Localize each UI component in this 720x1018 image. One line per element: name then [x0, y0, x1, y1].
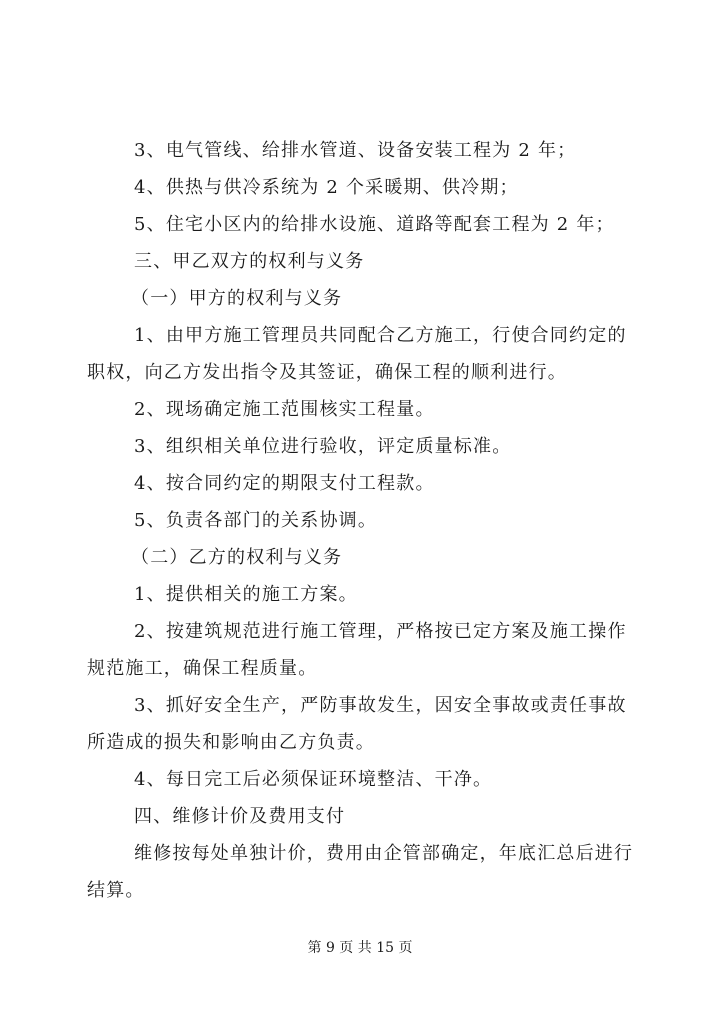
party-b-item-3-line-2: 所造成的损失和影响由乙方负责。: [87, 732, 375, 753]
party-b-item-4: 4、每日完工后必须保证环境整洁、干净。: [134, 769, 493, 790]
document-body: [87, 132, 635, 909]
party-a-item-5: 5、负责各部门的关系协调。: [134, 510, 378, 531]
clause-3-electrical-pipes: 3、电气管线、给排水管道、设备安装工程为 2 年；: [134, 140, 577, 161]
section-heading-rights-obligations: 三、甲乙双方的权利与义务: [134, 251, 365, 272]
party-b-item-1: 1、提供相关的施工方案。: [134, 584, 358, 605]
subsection-heading-party-a: （一）甲方的权利与义务: [131, 288, 343, 309]
clause-4-heating-cooling: 4、供热与供冷系统为 2 个采暖期、供冷期；: [134, 177, 519, 198]
billing-paragraph-line-2: 结算。: [87, 880, 145, 901]
section-heading-maintenance-billing: 四、维修计价及费用支付: [134, 806, 346, 827]
party-b-item-2-line-1: 2、按建筑规范进行施工管理，严格按已定方案及施工操作: [134, 621, 627, 642]
billing-paragraph-line-1: 维修按每处单独计价，费用由企管部确定，年底汇总后进行: [134, 843, 634, 864]
party-a-item-3: 3、组织相关单位进行验收，评定质量标准。: [134, 436, 512, 457]
page-number-footer: 第 9 页 共 15 页: [307, 940, 413, 956]
party-b-item-2-line-2: 规范施工，确保工程质量。: [87, 658, 318, 679]
subsection-heading-party-b: （二）乙方的权利与义务: [131, 547, 343, 568]
party-a-item-2: 2、现场确定施工范围核实工程量。: [134, 399, 435, 420]
party-b-item-3-line-1: 3、抓好安全生产，严防事故发生，因安全事故或责任事故: [134, 695, 627, 716]
party-a-item-1-line-2: 职权，向乙方发出指令及其签证，确保工程的顺利进行。: [87, 362, 567, 383]
party-a-item-1-line-1: 1、由甲方施工管理员共同配合乙方施工，行使合同约定的: [134, 325, 627, 346]
party-a-item-4: 4、按合同约定的期限支付工程款。: [134, 473, 435, 494]
clause-5-residential-facilities: 5、住宅小区内的给排水设施、道路等配套工程为 2 年；: [134, 214, 615, 235]
